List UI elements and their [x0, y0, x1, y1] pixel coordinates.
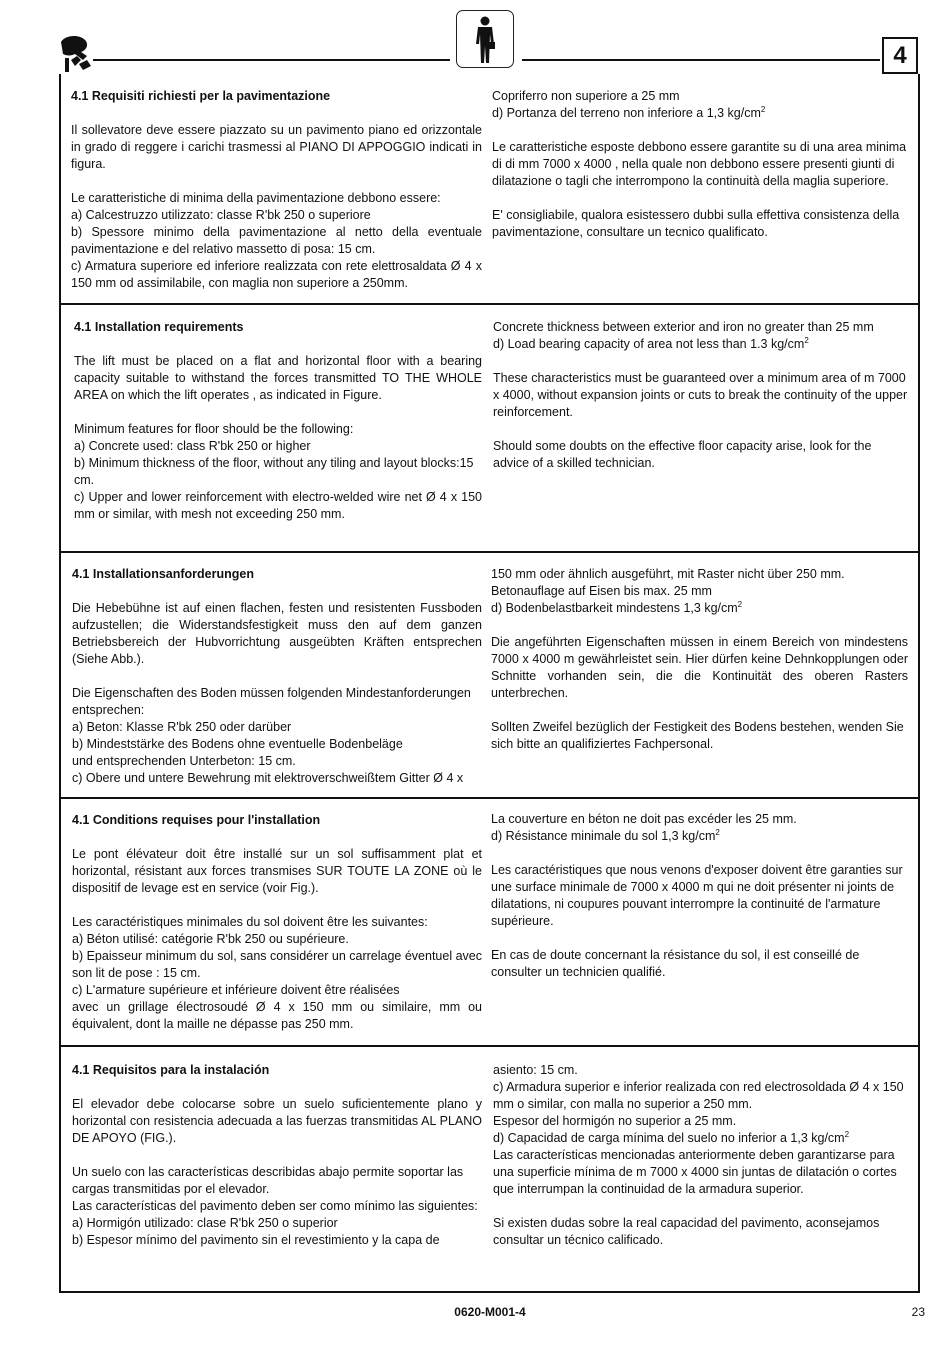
section-it-right: [492, 88, 908, 241]
requirement-b-cont: und entsprechenden Unterbeton: 15 cm.: [72, 754, 296, 768]
document-code: 0620-M001-4: [454, 1305, 526, 1319]
requirement-c: c) L'armature supérieure et inférieure doivent être réalisées: [72, 983, 400, 997]
requirement-intro: Die Eigenschaften des Boden müssen folgenden Mindestanforderungen entsprechen:: [72, 686, 471, 717]
requirement-intro-cont: Las características del pavimento deben ser como mínimo las siguientes:: [72, 1199, 478, 1213]
section-divider: [59, 797, 920, 799]
requirement-c: c) Upper and lower reinforcement with electro-welded wire net Ø 4 x 150 mm or similar, with mesh not exceeding 250 mm.: [74, 490, 482, 521]
requirement-c: c) Armadura superior e inferior realizada con red electrosoldada Ø 4 x 150 mm o similar, con malla no superior a 250 mm.: [493, 1080, 904, 1111]
section-en-right: [493, 319, 908, 472]
section-divider: [59, 551, 920, 553]
cover-thickness: La couverture en béton ne doit pas excéder les 25 mm.: [491, 812, 797, 826]
cover-thickness: Concrete thickness between exterior and iron no greater than 25 mm: [493, 320, 874, 334]
requirement-a: a) Béton utilisé: catégorie R'bk 250 ou supérieure.: [72, 932, 349, 946]
section-heading: 4.1 Installationsanforderungen: [72, 567, 254, 581]
requirement-a: a) Hormigón utilizado: clase R'bk 250 o superior: [72, 1216, 338, 1230]
paragraph: These characteristics must be guaranteed over a minimum area of m 7000 x 4000, without expansion joints or cuts to break the continuity of the upper reinforcement.: [493, 371, 908, 419]
requirement-c-cont: 150 mm oder ähnlich ausgeführt, mit Raster nicht über 250 mm.: [491, 567, 845, 581]
section-es-right: [493, 1062, 918, 1249]
paragraph: En cas de doute concernant la résistance du sol, il est conseillé de consulter un technicien qualifié.: [491, 948, 860, 979]
section-de-left: [72, 566, 482, 787]
requirement-intro: Un suelo con las características describidas abajo permite soportar las cargas transmitidas por el elevador.: [72, 1165, 464, 1196]
page-number: 23: [911, 1305, 925, 1319]
section-heading: 4.1 Installation requirements: [74, 320, 244, 334]
requirement-intro: Le caratteristiche di minima della pavimentazione debbono essere:: [71, 191, 441, 205]
page-header: [0, 0, 950, 80]
paragraph: Il sollevatore deve essere piazzato su un pavimento piano ed orizzontale in grado di reggere i carichi trasmessi al PIANO DI APPOGGIO indicati in figura.: [71, 123, 482, 171]
paragraph: Die angeführten Eigenschaften müssen in einem Bereich von mindestens 7000 x 4000 m gewährleistet sein. Hier dürfen keine Dehnkopplungen oder Schnitte vorhanden sein, die die Kontinuität des oberen Rasters unterbrechen.: [491, 635, 908, 700]
requirement-d: d) Capacidad de carga mínima del suelo no inferior a 1,3 $kg/cm^2$: [493, 1129, 850, 1145]
chapter-number-box: 4: [882, 37, 918, 74]
paragraph: Should some doubts on the effective floor capacity arise, look for the advice of a skilled technician.: [493, 439, 872, 470]
requirement-d: d) Résistance minimale du sol 1,3 $kg/cm^2$: [491, 827, 720, 843]
section-es-left: [72, 1062, 482, 1249]
section-fr-right: [491, 811, 908, 981]
requirement-c-cont: avec un grillage électrosoudé Ø 4 x 150 mm ou similaire, mm ou équivalent, dont la maille ne dépasse pas 250 mm.: [72, 1000, 482, 1031]
paragraph: El elevador debe colocarse sobre un suelo suficientemente plano y horizontal con resistencia adecuada a las fuerzas transmitidas AL PLANO DE APOYO (FIG.).: [72, 1097, 482, 1145]
cover-thickness: Betonauflage auf Eisen bis max. 25 mm: [491, 584, 712, 598]
paragraph: Le pont élévateur doit être installé sur un sol suffisamment plat et horizontal, résistant aux forces transmises SUR TOUTE LA ZONE où le dispositif de levage est en service (voir Fig.).: [72, 847, 482, 895]
requirement-b: b) Espesor mínimo del pavimento sin el revestimiento y la capa de: [72, 1233, 440, 1247]
requirement-intro: Les caractéristiques minimales du sol doivent être les suivantes:: [72, 915, 428, 929]
paragraph: The lift must be placed on a flat and horizontal floor with a bearing capacity suitable to withstand the forces transmitted TO THE WHOLE AREA on which the lift operates , as indicated in Figure.: [74, 354, 482, 402]
cover-thickness: Copriferro non superiore a 25 mm: [492, 89, 680, 103]
section-heading: 4.1 Requisiti richiesti per la pavimentazione: [71, 89, 331, 103]
paragraph: Si existen dudas sobre la real capacidad del pavimento, aconsejamos consultar un técnico calificado.: [493, 1216, 880, 1247]
requirement-a: a) Calcestruzzo utilizzato: classe R'bk 250 o superiore: [71, 208, 371, 222]
section-heading: 4.1 Conditions requises pour l'installation: [72, 813, 321, 827]
paragraph: Sollten Zweifel bezüglich der Festigkeit des Bodens bestehen, wenden Sie sich bitte an qualifiziertes Fachpersonal.: [491, 720, 904, 751]
requirement-c: c) Obere und untere Bewehrung mit elektroverschweißtem Gitter Ø 4 x: [72, 771, 464, 785]
header-rule-left: [93, 59, 450, 61]
paragraph: Les caractéristiques que nous venons d'exposer doivent être garanties sur une surface minimale de 7000 x 4000 m qui ne doit présenter ni joints de dilatations, ni coupures pouvant interrompre la continuité de l'armature supérieure.: [491, 863, 903, 928]
requirement-b: b) Spessore minimo della pavimentazione al netto della eventuale pavimentazione e del relativo massetto di posa: 15 cm.: [71, 225, 482, 256]
section-heading: 4.1 Requisitos para la instalación: [72, 1063, 270, 1077]
requirement-intro: Minimum features for floor should be the following:: [74, 422, 354, 436]
requirement-c: c) Armatura superiore ed inferiore realizzata con rete elettrosaldata Ø 4 x 150 mm od assimilabile, con maglia non superiore a 250mm.: [71, 259, 482, 290]
requirement-a: a) Beton: Klasse R'bk 250 oder darüber: [72, 720, 292, 734]
section-fr-left: [72, 812, 482, 1033]
paragraph: Las características mencionadas anteriormente deben garantizarse para una superficie mínima de m 7000 x 4000 sin juntas de dilatación o cortes que interrumpan la continuidad de la armadura superior.: [493, 1148, 897, 1196]
header-rule-right: [522, 59, 880, 61]
section-en-left: [74, 319, 482, 523]
requirement-d: d) Bodenbelastbarkeit mindestens 1,3 $kg/cm^2$: [491, 599, 743, 615]
paragraph: E' consigliabile, qualora esistessero dubbi sulla effettiva consistenza della pavimentazione, consultare un tecnico qualificato.: [492, 208, 900, 239]
requirement-b: b) Minimum thickness of the floor, without any tiling and layout blocks:15 cm.: [74, 456, 474, 487]
brand-logo: [57, 34, 93, 74]
requirement-d: d) Load bearing capacity of area not less than 1.3 $kg/cm^2$: [493, 335, 809, 351]
paragraph: Le caratteristiche esposte debbono essere garantite su di una area minima di di mm 7000 x 4000 , nella quale non debbono essere presenti giunti di dilatazione o tagli che interrompono la continuità della maglia superiore.: [492, 140, 907, 188]
requirement-b: b) Mindeststärke des Bodens ohne eventuelle Bodenbeläge: [72, 737, 403, 751]
requirement-b: b) Epaisseur minimum du sol, sans considérer un carrelage éventuel avec son lit de pose : 15 cm.: [72, 949, 482, 980]
section-divider: [59, 1045, 920, 1047]
paragraph: Die Hebebühne ist auf einen flachen, festen und resistenten Fussboden aufzustellen; die Widerstandsfestigkeit muss den auf dem ganzen Betriebsbereich der Hubvorrichtung ausgeübten Kräften entsprechen (Siehe Abb.).: [72, 601, 482, 666]
requirement-d: d) Portanza del terreno non inferiore a 1,3 $kg/cm^2$: [492, 104, 766, 120]
section-it-left: [71, 88, 482, 292]
requirement-a: a) Concrete used: class R'bk 250 or higher: [74, 439, 311, 453]
section-de-right: [491, 566, 908, 753]
cover-thickness: Espesor del hormigón no superior a 25 mm.: [493, 1114, 737, 1128]
requirement-b-cont: asiento: 15 cm.: [493, 1063, 578, 1077]
operator-figure-icon: [456, 10, 514, 68]
section-divider: [59, 303, 920, 305]
